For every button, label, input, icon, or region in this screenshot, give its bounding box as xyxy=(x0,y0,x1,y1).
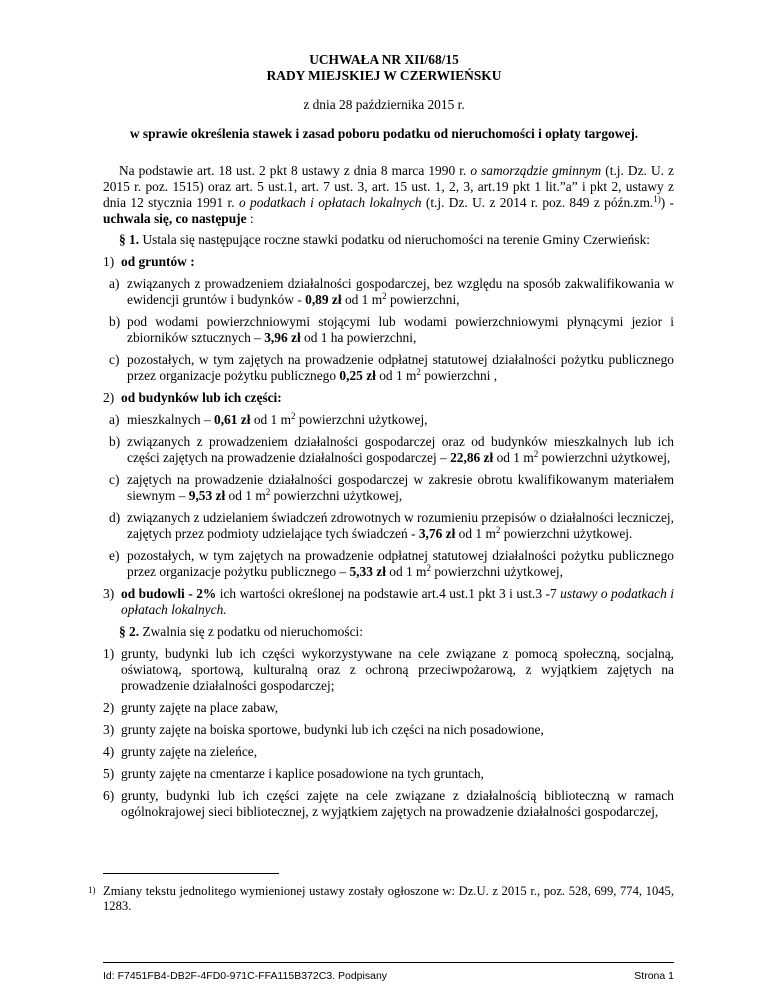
list-item: 3) od budowli - 2% ich wartości określonej na podstawie art.4 ust.1 pkt 3 i ust.3 -7 ustawy o podatkach i opłatach lokalnych. xyxy=(103,586,674,617)
list-item: b) związanych z prowadzeniem działalności gospodarczej oraz od budynków mieszkalnych lub ich części zajętych na prowadzenie działalności gospodarczej – 22,86 zł od 1 $m^2$ powierzchni użytkowej, xyxy=(109,434,674,465)
document-body xyxy=(103,163,674,826)
legal-basis: Na podstawie art. 18 ust. 2 pkt 8 ustawy z dnia 8 marca 1990 r. o samorządzie gminnym (t.j. Dz. U. z 2015 r. poz. 1515) oraz art. 5 ust.1, art. 7 ust. 3, art. 15 ust. 1, 2, 3, art.19 pkt 1 lit.”a” i pkt 2, ustawy z dnia 12 stycznia 1991 r. o podatkach i opłatach lokalnych (t.j. Dz. U. z 2014 r. poz. 849 z późn.zm.$^{1)}$) - uchwala się, co następuje : xyxy=(103,163,675,226)
list-item: 2) od budynków lub ich części: xyxy=(103,390,282,405)
council-name: RADY MIEJSKIEJ W CZERWIEŃSKU xyxy=(266,68,502,83)
footnote-ref: 1) xyxy=(653,194,661,204)
list-item: 2) grunty zajęte na place zabaw, xyxy=(103,700,279,715)
list-item: 6) grunty, budynki lub ich części zajęte na cele związane z działalnością biblioteczną w ramach ogólnokrajowej sieci bibliotecznej, z wyjątkiem zajętych na prowadzenie działalności gospodarczej, xyxy=(103,788,674,819)
resolution-number: UCHWAŁA NR XII/68/15 xyxy=(309,52,459,67)
page-number: Strona 1 xyxy=(634,970,674,982)
footnote-separator xyxy=(103,873,279,874)
resolution-subject: w sprawie określenia stawek i zasad poboru podatku od nieruchomości i opłaty targowej. xyxy=(129,126,639,141)
list-item: 1) grunty, budynki lub ich części wykorzystywane na cele związane z pomocą społeczną, socjalną, oświatową, sportową, kulturalną oraz z ochroną przeciwpożarową, z wyjątkiem zajętych na prowadzenie działalności gospodarczej; xyxy=(103,646,674,693)
paragraph-1-heading: § 1. Ustala się następujące roczne stawki podatku od nieruchomości na terenie Gminy Czerwieńsk: xyxy=(119,232,651,247)
list-item: b) pod wodami powierzchniowymi stojącymi lub wodami powierzchniowymi płynącymi jezior i zbiorników sztucznych – 3,96 zł od 1 ha powierzchni, xyxy=(109,314,674,345)
list-item: c) pozostałych, w tym zajętych na prowadzenie odpłatnej statutowej działalności pożytku publicznego przez organizacje pożytku publicznego 0,25 zł od 1 $m^2$ powierzchni , xyxy=(109,352,674,383)
list-item: 1) od gruntów : xyxy=(103,254,195,269)
list-item: a) mieszkalnych – 0,61 zł od 1 $m^2$ powierzchni użytkowej, xyxy=(109,411,428,427)
list-item: 5) grunty zajęte na cmentarze i kaplice posadowione na tych gruntach, xyxy=(103,766,484,781)
paragraph-2-heading: § 2. Zwalnia się z podatku od nieruchomości: xyxy=(119,624,363,639)
footer-separator xyxy=(103,962,674,963)
footnote: 1) Zmiany tekstu jednolitego wymienionej ustawy zostały ogłoszone w: Dz.U. z 2015 r., poz. 528, 699, 774, 1045, 1283. xyxy=(88,884,674,913)
list-item: c) zajętych na prowadzenie działalności gospodarczej w zakresie obrotu kwalifikowanym materiałem siewnym – 9,53 zł od 1 $m^2$ powierzchni użytkowej, xyxy=(109,472,674,503)
list-item: d) związanych z udzielaniem świadczeń zdrowotnych w rozumieniu przepisów o działalności leczniczej, zajętych przez podmioty udzielające tych świadczeń - 3,76 zł od 1 $m^2$ powierzchni użytkowej. xyxy=(109,510,674,541)
list-item: a) związanych z prowadzeniem działalności gospodarczej, bez względu na sposób zakwalifikowania w ewidencji gruntów i budynków - 0,89 zł od 1 $m^2$ powierzchni, xyxy=(109,276,674,307)
resolution-date: z dnia 28 października 2015 r. xyxy=(303,97,465,112)
list-item: e) pozostałych, w tym zajętych na prowadzenie odpłatnej statutowej działalności pożytku publicznego przez organizacje pożytku publicznego – 5,33 zł od 1 $m^2$ powierzchni użytkowej, xyxy=(109,548,674,579)
document-id: Id: F7451FB4-DB2F-4FD0-971C-FFA115B372C3. Podpisany xyxy=(103,970,388,982)
list-item: 4) grunty zajęte na zieleńce, xyxy=(103,744,258,759)
list-item: 3) grunty zajęte na boiska sportowe, budynki lub ich części na nich posadowione, xyxy=(103,722,544,737)
